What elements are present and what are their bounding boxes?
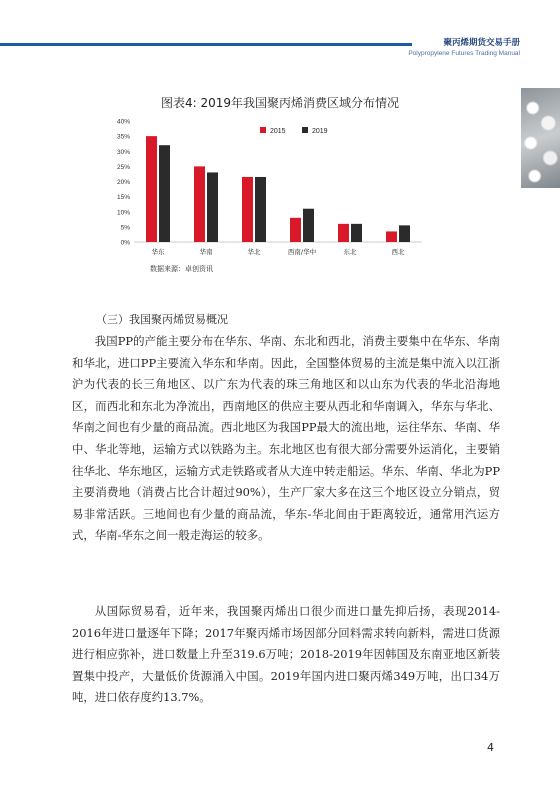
y-tick-label: 35% [116, 133, 130, 141]
legend-swatch-2015 [260, 127, 266, 133]
figure-title: 图表4: 2019年我国聚丙烯消费区域分布情况 [160, 96, 400, 110]
x-tick-label: 华南 [199, 248, 213, 256]
bar-2015-3 [290, 218, 301, 242]
header-subtitle: Polypropylene Futures Trading Manual [408, 50, 520, 57]
bar-2015-2 [242, 177, 253, 242]
y-tick-label: 5% [120, 224, 130, 232]
legend-label-2019: 2019 [312, 128, 328, 135]
page-number: 4 [487, 741, 494, 754]
bar-2015-4 [338, 224, 349, 242]
paragraph-international-trade: 从国际贸易看，近年来，我国聚丙烯出口很少而进口量先抑后扬，表现2014-2016年进口量逐年下降；2017年聚丙烯市场因部分回料需求转向新料，需进口货源进行相应弥补，进口数量上升至319.6万吨；2018-2019年因韩国及东南亚地区新装置集中投产，大量低价货源涌入中国。2019年国内进口聚丙烯349万吨，出口34万吨，进口依存度约13.7%。 [72, 604, 500, 705]
y-tick-label: 0% [120, 239, 130, 247]
bar-2015-5 [386, 231, 397, 242]
figure-source: 数据来源：卓创资讯 [150, 265, 213, 273]
x-tick-label: 华东 [151, 248, 165, 256]
y-tick-label: 40% [116, 118, 130, 126]
x-tick-label: 东北 [343, 248, 357, 256]
region-consumption-chart [110, 112, 430, 262]
bar-2019-5 [399, 225, 410, 242]
x-tick-label: 华北 [247, 248, 261, 256]
bar-2019-2 [255, 177, 266, 242]
y-tick-label: 20% [116, 179, 130, 186]
x-tick-label: 西南/华中 [287, 248, 317, 256]
bar-2015-0 [146, 136, 157, 242]
y-tick-label: 10% [116, 209, 130, 217]
legend-label-2015: 2015 [270, 128, 286, 135]
legend-swatch-2019 [302, 127, 308, 133]
x-tick-label: 西北 [391, 248, 405, 256]
y-tick-label: 30% [116, 148, 130, 156]
bar-2019-3 [303, 209, 314, 242]
y-tick-label: 25% [116, 163, 130, 171]
header-rule [0, 43, 412, 46]
header-title: 聚丙烯期货交易手册 [443, 38, 520, 48]
paragraph-domestic-trade: 我国PP的产能主要分布在华东、华南、东北和西北，消费主要集中在华东、华南和华北，进口PP主要流入华东和华南。因此，全国整体贸易的主流是集中流入以江浙沪为代表的长三角地区、以广东为代表的珠三角地区和以山东为代表的华北沿海地区，而西北和东北为净流出，西南地区的供应主要从西北和华南调入，华东与华北、华南之间也有少量的商品流。西北地区为我国PP最大的流出地，运往华东、华南、华中、华北等地，运输方式以铁路为主。东北地区也有很大部分需要外运消化，主要销往华北、华东地区，运输方式走铁路或者从大连中转走船运。华东、华南、华北为PP主要消费地（消费占比合计超过90%），生产厂家大多在这三个地区设立分销点，贸易非常活跃。三地间也有少量的商品流，华东-华北间由于距离较近，通常用汽运方式，华南-华东之间一般走海运的较多。 [72, 334, 500, 543]
bar-2019-1 [207, 172, 218, 242]
section-heading: （三）我国聚丙烯贸易概况 [96, 313, 228, 326]
bar-2019-0 [159, 145, 170, 242]
bar-2019-4 [351, 224, 362, 242]
y-tick-label: 15% [116, 194, 130, 202]
bar-2015-1 [194, 166, 205, 242]
